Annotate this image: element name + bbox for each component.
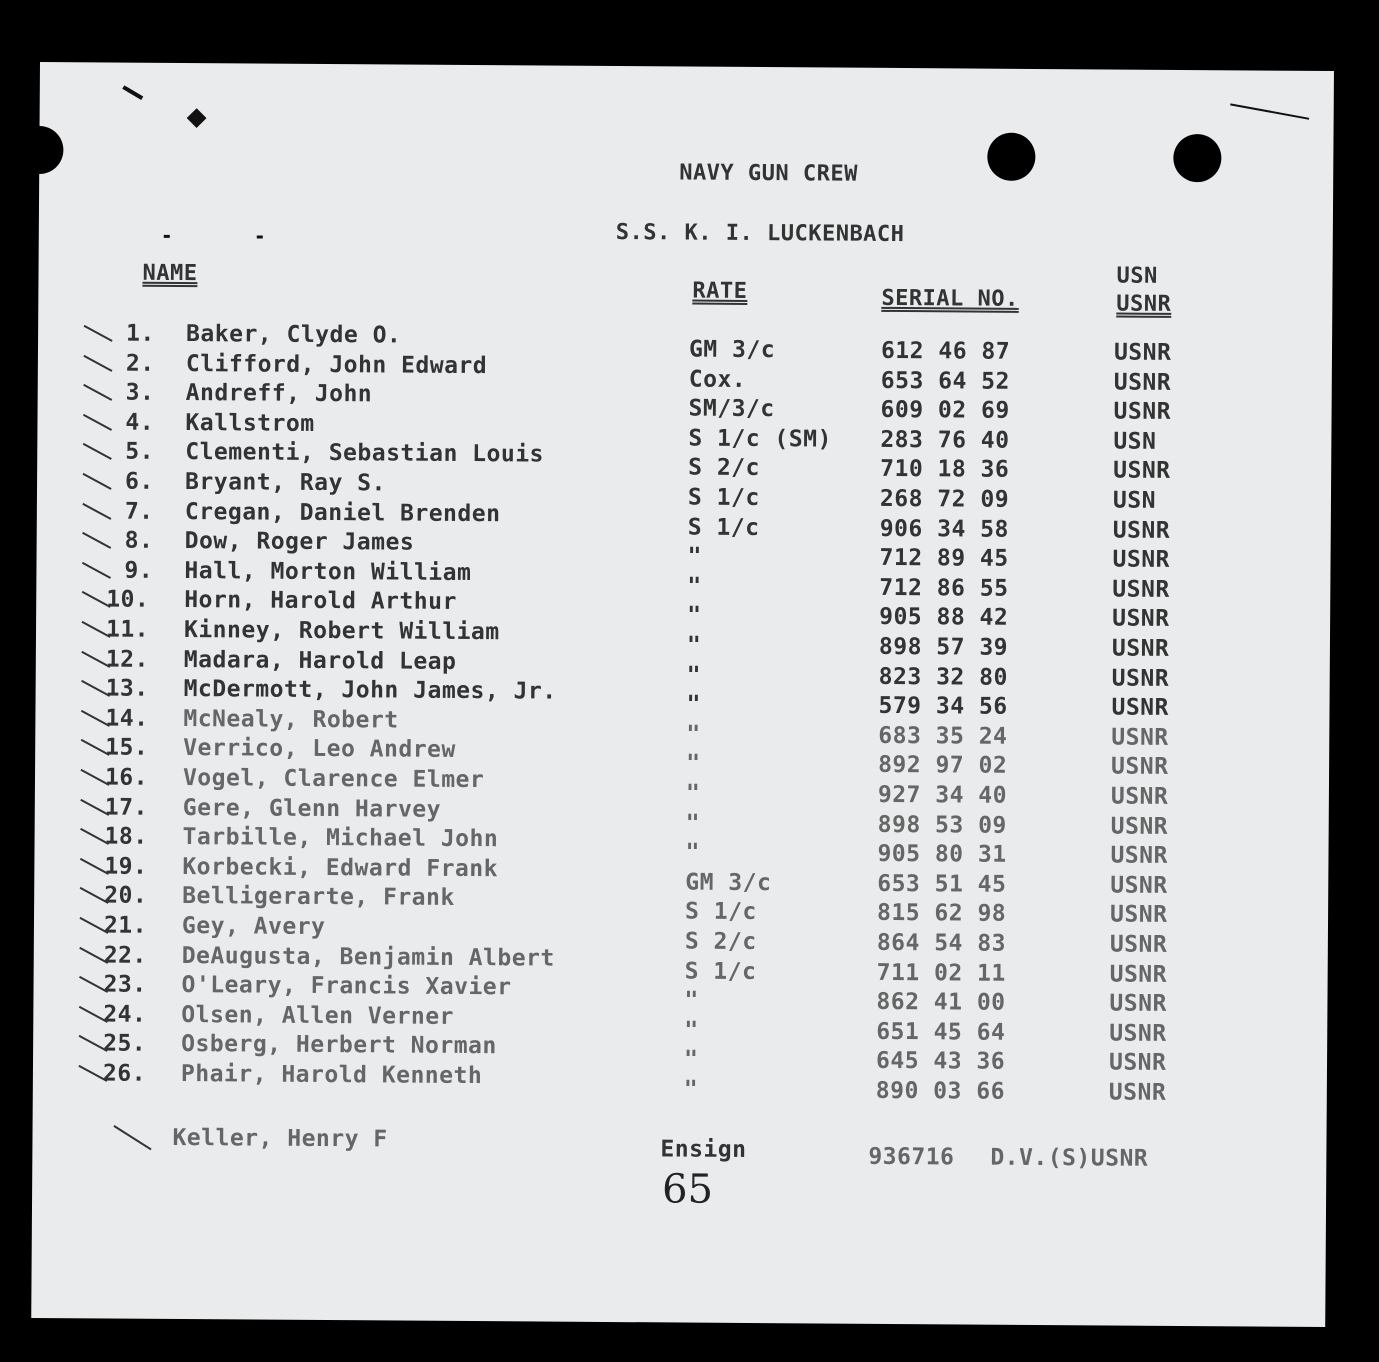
crew-number: 14. xyxy=(105,705,149,732)
crew-serial: 890 03 66 xyxy=(875,1077,1006,1105)
crew-rate: S 2/c xyxy=(688,454,761,482)
crew-serial: 645 43 36 xyxy=(875,1048,1006,1076)
crew-number: 17. xyxy=(104,794,148,821)
crew-rate: " xyxy=(687,602,702,630)
crew-number: 19. xyxy=(104,853,148,880)
check-mark xyxy=(83,473,112,490)
crew-service: USNR xyxy=(1111,665,1170,692)
crew-number: 24. xyxy=(103,1001,147,1028)
column-header-service-top: USN xyxy=(1116,263,1158,289)
crew-serial: 898 57 39 xyxy=(878,633,1009,661)
crew-number: 25. xyxy=(103,1030,147,1058)
crew-number: 13. xyxy=(105,675,149,702)
crew-name: Dow, Roger James xyxy=(184,528,415,556)
crew-service: USNR xyxy=(1111,694,1169,722)
crew-number: 23. xyxy=(103,971,147,998)
crew-name: Tarbille, Michael John xyxy=(182,824,499,853)
crew-service: USNR xyxy=(1112,605,1170,633)
crew-serial: 898 53 09 xyxy=(877,811,1007,839)
crew-rate: S 1/c (SM) xyxy=(688,425,832,453)
crew-serial: 609 02 69 xyxy=(880,397,1010,424)
officer-name: Keller, Henry F xyxy=(172,1124,388,1153)
crew-rate: " xyxy=(684,1017,699,1044)
scan-mark xyxy=(122,85,143,100)
scan-mark xyxy=(257,236,263,239)
crew-name: Osberg, Herbert Norman xyxy=(181,1031,497,1060)
crew-service: USNR xyxy=(1109,961,1168,988)
crew-serial: 712 89 45 xyxy=(879,545,1009,572)
crew-service: USNR xyxy=(1112,576,1170,603)
crew-rate: GM 3/c xyxy=(688,336,776,364)
officer-row xyxy=(32,1124,1326,1172)
crew-number: 12. xyxy=(105,646,149,673)
crew-name: Clementi, Sebastian Louis xyxy=(185,439,545,468)
crew-number: 22. xyxy=(103,942,147,969)
crew-service: USNR xyxy=(1111,635,1170,662)
column-header-rate: RATE xyxy=(692,278,748,304)
crew-rate: S 1/c xyxy=(687,514,760,541)
crew-service: USNR xyxy=(1112,546,1171,574)
crew-service: USNR xyxy=(1109,990,1167,1018)
crew-service: USNR xyxy=(1110,872,1168,899)
crew-rate: " xyxy=(685,780,701,807)
crew-rate: " xyxy=(684,987,699,1014)
crew-rate: " xyxy=(685,810,701,837)
crew-name: Hall, Morton William xyxy=(184,557,472,586)
officer-service: D.V.(S)USNR xyxy=(990,1144,1149,1172)
crew-serial: 892 97 02 xyxy=(878,752,1008,780)
check-mark xyxy=(83,384,112,401)
scan-mark xyxy=(164,235,170,238)
crew-number: 2. xyxy=(125,350,155,377)
crew-serial: 815 62 98 xyxy=(876,900,1007,928)
crew-rate: " xyxy=(687,543,703,570)
crew-service: USN xyxy=(1113,428,1157,455)
crew-name: Andreff, John xyxy=(185,380,373,408)
crew-name: Vogel, Clarence Elmer xyxy=(182,765,485,794)
crew-name: Baker, Clyde O. xyxy=(186,321,402,349)
crew-name: Olsen, Allen Verner xyxy=(181,1001,455,1030)
crew-name: Phair, Harold Kenneth xyxy=(180,1061,483,1090)
crew-name: McDermott, John James, Jr. xyxy=(183,676,557,705)
crew-service: USNR xyxy=(1113,369,1172,396)
crew-rate: S 1/c xyxy=(684,958,757,985)
crew-serial: 927 34 40 xyxy=(877,781,1008,809)
crew-name: Belligerarte, Frank xyxy=(182,883,455,912)
crew-name: Gey, Avery xyxy=(181,913,326,941)
crew-number: 3. xyxy=(125,379,155,406)
check-mark xyxy=(82,562,111,579)
crew-serial: 653 51 45 xyxy=(877,870,1007,898)
check-mark xyxy=(84,325,113,342)
crew-serial: 823 32 80 xyxy=(878,663,1008,691)
scan-mark xyxy=(187,108,207,128)
crew-serial: 862 41 00 xyxy=(876,989,1006,1016)
crew-number: 9. xyxy=(124,557,154,584)
crew-rate: S 2/c xyxy=(684,928,757,956)
crew-name: Kallstrom xyxy=(185,409,315,437)
crew-serial: 683 35 24 xyxy=(878,722,1008,750)
officer-serial: 936716 xyxy=(868,1143,955,1171)
crew-rate: " xyxy=(686,632,702,659)
crew-number: 20. xyxy=(104,882,148,910)
crew-service: USN xyxy=(1112,487,1157,514)
crew-serial: 906 34 58 xyxy=(879,515,1009,543)
crew-number: 6. xyxy=(124,468,154,495)
crew-name: Cregan, Daniel Brenden xyxy=(184,498,501,527)
crew-name: McNealy, Robert xyxy=(183,705,399,734)
punch-hole-right xyxy=(1173,134,1221,182)
page-number: 65 xyxy=(661,1166,714,1213)
crew-service: USNR xyxy=(1113,457,1171,485)
check-mark xyxy=(83,355,112,372)
crew-number: 10. xyxy=(106,586,150,614)
crew-serial: 712 86 55 xyxy=(879,574,1009,602)
crew-service: USNR xyxy=(1110,842,1168,870)
column-header-service-bottom: USNR xyxy=(1116,291,1172,317)
check-mark xyxy=(82,532,111,549)
check-mark xyxy=(113,1125,151,1150)
crew-serial: 864 54 83 xyxy=(876,929,1007,957)
crew-name: Clifford, John Edward xyxy=(185,350,488,379)
crew-rate: " xyxy=(687,573,702,600)
punch-hole-center xyxy=(987,133,1035,181)
crew-rate: Cox. xyxy=(688,366,747,393)
crew-service: USNR xyxy=(1110,783,1169,810)
crew-service: USNR xyxy=(1111,724,1169,751)
officer-rate: Ensign xyxy=(660,1136,747,1163)
crew-number: 15. xyxy=(105,734,149,762)
crew-serial: 612 46 87 xyxy=(880,337,1011,365)
crew-service: USNR xyxy=(1109,931,1168,958)
crew-service: USNR xyxy=(1111,753,1169,781)
crew-name: Madara, Harold Leap xyxy=(183,646,457,675)
crew-name: Gere, Glenn Harvey xyxy=(182,794,442,823)
crew-number: 7. xyxy=(124,498,154,525)
crew-service: USNR xyxy=(1109,901,1168,929)
crew-serial: 268 72 09 xyxy=(879,485,1010,513)
crew-rate: " xyxy=(683,1076,699,1103)
check-mark xyxy=(82,503,111,520)
scan-mark xyxy=(1230,103,1309,119)
document-title: NAVY GUN CREW xyxy=(679,160,859,187)
crew-service: USNR xyxy=(1113,339,1172,366)
crew-rate: SM/3/c xyxy=(688,395,775,423)
crew-number: 18. xyxy=(104,823,148,850)
crew-serial: 653 64 52 xyxy=(880,367,1011,395)
crew-rate: " xyxy=(685,839,700,866)
crew-number: 21. xyxy=(103,912,148,939)
crew-name: Verrico, Leo Andrew xyxy=(183,735,456,764)
crew-rate: " xyxy=(683,1046,699,1074)
crew-name: Bryant, Ray S. xyxy=(184,469,387,497)
crew-rate: " xyxy=(686,721,701,748)
check-mark xyxy=(83,443,112,460)
ship-name: S.S. K. I. LUCKENBACH xyxy=(615,220,905,248)
crew-service: USNR xyxy=(1108,1049,1167,1077)
crew-serial: 905 80 31 xyxy=(877,841,1007,868)
crew-name: DeAugusta, Benjamin Albert xyxy=(181,942,555,972)
crew-number: 26. xyxy=(102,1060,147,1087)
crew-rate: S 1/c xyxy=(684,898,757,926)
crew-service: USNR xyxy=(1112,517,1171,544)
crew-number: 16. xyxy=(104,764,149,791)
check-mark xyxy=(83,414,112,431)
crew-serial: 579 34 56 xyxy=(878,693,1008,720)
crew-name: Korbecki, Edward Frank xyxy=(182,853,499,883)
crew-serial: 283 76 40 xyxy=(880,426,1010,454)
crew-name: Horn, Harold Arthur xyxy=(184,587,457,616)
crew-rate: " xyxy=(686,691,701,718)
crew-service: USNR xyxy=(1108,1079,1167,1106)
crew-number: 11. xyxy=(105,616,150,643)
crew-number: 5. xyxy=(125,438,155,466)
document-page xyxy=(31,62,1334,1327)
crew-serial: 651 45 64 xyxy=(876,1018,1006,1046)
crew-service: USNR xyxy=(1110,813,1169,840)
crew-number: 8. xyxy=(124,527,154,554)
crew-rate: " xyxy=(686,750,701,778)
crew-serial: 710 18 36 xyxy=(880,456,1010,484)
crew-rate: " xyxy=(686,662,702,689)
column-header-name: NAME xyxy=(142,260,198,287)
crew-rate: GM 3/c xyxy=(685,869,772,896)
punch-hole-left xyxy=(15,126,63,174)
crew-service: USNR xyxy=(1109,1020,1167,1047)
crew-service: USNR xyxy=(1113,398,1172,426)
crew-serial: 905 88 42 xyxy=(879,604,1009,632)
crew-name: O'Leary, Francis Xavier xyxy=(181,972,512,1001)
crew-name: Kinney, Robert William xyxy=(183,617,500,646)
crew-number: 1. xyxy=(126,320,155,347)
column-header-serial: SERIAL NO. xyxy=(881,285,1019,312)
crew-serial: 711 02 11 xyxy=(876,959,1006,987)
crew-rate: S 1/c xyxy=(687,484,760,512)
crew-number: 4. xyxy=(125,409,155,436)
